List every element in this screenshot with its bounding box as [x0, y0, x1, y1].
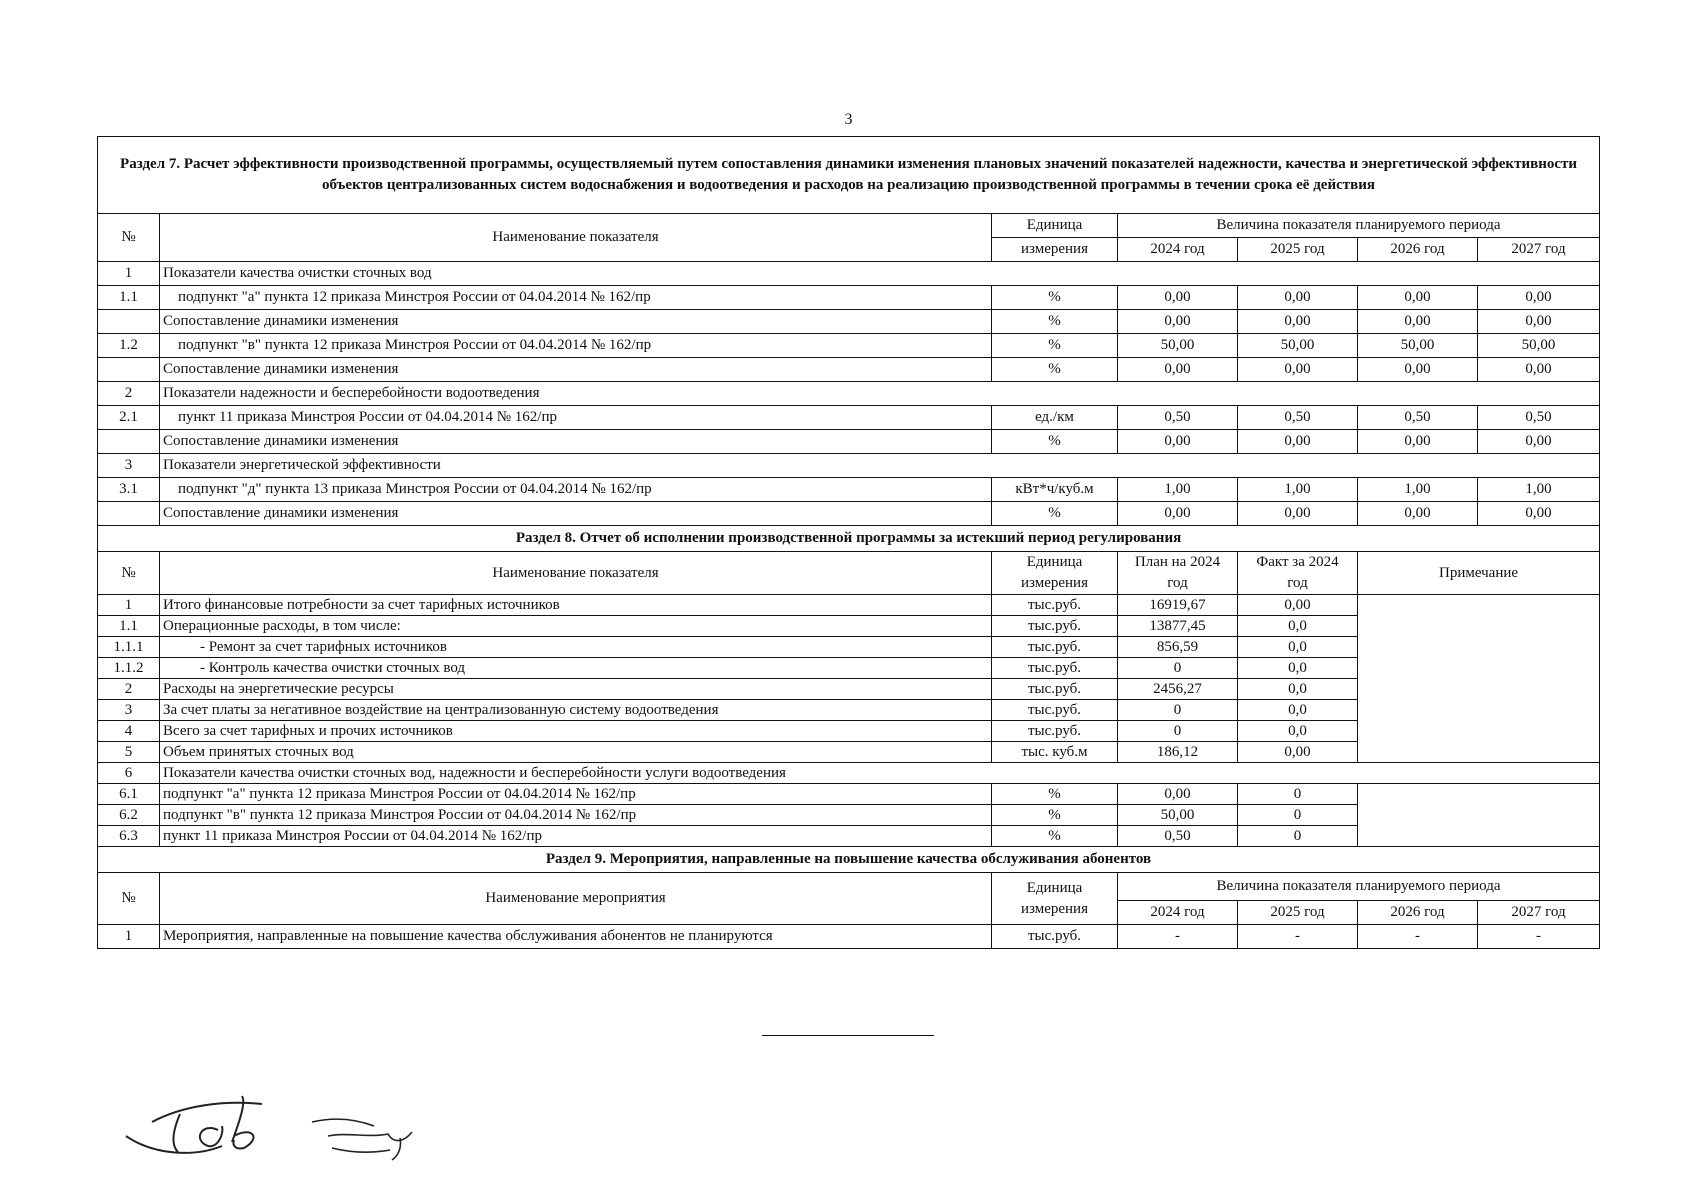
row-num: 6	[98, 763, 160, 784]
row-num: 6.2	[98, 805, 160, 826]
section8-row	[98, 805, 1600, 826]
unit: %	[992, 826, 1118, 847]
section7-row	[98, 406, 1600, 430]
section8-row	[98, 742, 1600, 763]
note-cell	[1358, 742, 1600, 763]
value: 0,00	[1238, 430, 1358, 454]
section8-row	[98, 826, 1600, 847]
col-unit-line1: Единица	[1026, 554, 1083, 570]
year-header: 2027 год	[1478, 901, 1600, 925]
col-unit-line2: измерения	[1020, 900, 1088, 917]
year-header: 2025 год	[1238, 238, 1358, 262]
group-name: Показатели качества очистки сточных вод	[160, 262, 1600, 286]
section8-row	[98, 595, 1600, 616]
value: 0,00	[1118, 358, 1238, 382]
fact-value: 0,00	[1238, 595, 1358, 616]
unit: %	[992, 805, 1118, 826]
value: -	[1118, 925, 1238, 949]
plan-value: 50,00	[1118, 805, 1238, 826]
note-cell	[1358, 784, 1600, 805]
unit: %	[992, 784, 1118, 805]
value: 0,00	[1238, 286, 1358, 310]
unit: ед./км	[992, 406, 1118, 430]
plan-value: 2456,27	[1118, 679, 1238, 700]
indicator-name: пункт 11 приказа Минстроя России от 04.04.2014 № 162/пр	[160, 826, 992, 847]
col-unit	[992, 873, 1118, 925]
value: -	[1358, 925, 1478, 949]
col-value: Величина показателя планируемого периода	[1118, 214, 1600, 238]
measure-name: Мероприятия, направленные на повышение качества обслуживания абонентов не планируются	[160, 925, 992, 949]
unit: кВт*ч/куб.м	[992, 478, 1118, 502]
row-num: 5	[98, 742, 160, 763]
value: 0,00	[1358, 310, 1478, 334]
value: 0,00	[1358, 286, 1478, 310]
row-num: 2	[98, 679, 160, 700]
unit: тыс.руб.	[992, 595, 1118, 616]
section7-title-row	[98, 137, 1600, 214]
unit: тыс. куб.м	[992, 742, 1118, 763]
value: 0,00	[1118, 310, 1238, 334]
plan-value: 186,12	[1118, 742, 1238, 763]
unit: %	[992, 334, 1118, 358]
indicator-name: подпункт "а" пункта 12 приказа Минстроя России от 04.04.2014 № 162/пр	[160, 784, 992, 805]
note-cell	[1358, 679, 1600, 700]
indicator-name: Сопоставление динамики изменения	[160, 310, 992, 334]
row-num: 1.1.2	[98, 658, 160, 679]
col-value: Величина показателя планируемого периода	[1118, 873, 1600, 901]
unit: %	[992, 358, 1118, 382]
section9-header-row-1	[98, 873, 1600, 901]
indicator-name: подпункт "в" пункта 12 приказа Минстроя России от 04.04.2014 № 162/пр	[160, 334, 992, 358]
row-num: 1.1	[98, 286, 160, 310]
value: 0,00	[1478, 358, 1600, 382]
fact-value: 0,0	[1238, 637, 1358, 658]
section8-row	[98, 784, 1600, 805]
unit: тыс.руб.	[992, 637, 1118, 658]
row-num: 3.1	[98, 478, 160, 502]
plan-value: 0,50	[1118, 826, 1238, 847]
note-cell	[1358, 700, 1600, 721]
row-num: 1	[98, 262, 160, 286]
section8-title-row	[98, 526, 1600, 552]
value: 0,50	[1118, 406, 1238, 430]
group-name: Показатели надежности и бесперебойности водоотведения	[160, 382, 1600, 406]
year-header: 2026 год	[1358, 238, 1478, 262]
unit: тыс.руб.	[992, 616, 1118, 637]
note-cell	[1358, 637, 1600, 658]
signature-second	[308, 1108, 428, 1168]
section8-row	[98, 721, 1600, 742]
value: 0,00	[1478, 430, 1600, 454]
indicator-name: Объем принятых сточных вод	[160, 742, 992, 763]
value: 0,00	[1118, 430, 1238, 454]
note-cell	[1358, 826, 1600, 847]
section7-row	[98, 262, 1600, 286]
col-unit	[992, 552, 1118, 595]
section7-header-row-1	[98, 214, 1600, 238]
col-fact-line1: Факт за 2024	[1256, 554, 1339, 570]
unit: %	[992, 310, 1118, 334]
indicator-name: Сопоставление динамики изменения	[160, 502, 992, 526]
plan-value: 856,59	[1118, 637, 1238, 658]
unit: %	[992, 286, 1118, 310]
section7-row	[98, 334, 1600, 358]
indicator-name: Всего за счет тарифных и прочих источников	[160, 721, 992, 742]
note-cell	[1358, 616, 1600, 637]
note-cell	[1358, 805, 1600, 826]
section9-title: Раздел 9. Мероприятия, направленные на повышение качества обслуживания абонентов	[98, 847, 1600, 873]
row-num: 6.3	[98, 826, 160, 847]
row-num: 3	[98, 454, 160, 478]
unit: тыс.руб.	[992, 679, 1118, 700]
col-fact-line2: год	[1287, 575, 1308, 591]
value: -	[1238, 925, 1358, 949]
value: 0,00	[1238, 358, 1358, 382]
unit: тыс.руб.	[992, 700, 1118, 721]
indicator-name: Итого финансовые потребности за счет тарифных источников	[160, 595, 992, 616]
col-num: №	[98, 552, 160, 595]
value: 50,00	[1478, 334, 1600, 358]
row-num: 1	[98, 595, 160, 616]
value: 0,00	[1478, 310, 1600, 334]
row-num: 1	[98, 925, 160, 949]
fact-value: 0	[1238, 826, 1358, 847]
row-num	[98, 430, 160, 454]
separator-line	[762, 1035, 934, 1036]
year-header: 2027 год	[1478, 238, 1600, 262]
value: 0,00	[1478, 286, 1600, 310]
indicator-name: подпункт "в" пункта 12 приказа Минстроя России от 04.04.2014 № 162/пр	[160, 805, 992, 826]
row-num: 1.1.1	[98, 637, 160, 658]
report-table	[97, 136, 1600, 949]
section8-row	[98, 679, 1600, 700]
value: 0,00	[1358, 358, 1478, 382]
note-cell	[1358, 658, 1600, 679]
value: 0,00	[1118, 502, 1238, 526]
row-num: 6.1	[98, 784, 160, 805]
plan-value: 0	[1118, 700, 1238, 721]
col-name: Наименование показателя	[160, 214, 992, 262]
indicator-name: Расходы на энергетические ресурсы	[160, 679, 992, 700]
value: 50,00	[1238, 334, 1358, 358]
value: 0,00	[1238, 310, 1358, 334]
year-header: 2026 год	[1358, 901, 1478, 925]
fact-value: 0	[1238, 805, 1358, 826]
row-num	[98, 358, 160, 382]
section7-row	[98, 382, 1600, 406]
section9-row	[98, 925, 1600, 949]
section7-row	[98, 286, 1600, 310]
note-cell	[1358, 595, 1600, 616]
section8-header-row	[98, 552, 1600, 595]
section8-row	[98, 616, 1600, 637]
value: 0,50	[1478, 406, 1600, 430]
value: 1,00	[1118, 478, 1238, 502]
section7-row	[98, 502, 1600, 526]
signature-tab	[122, 1092, 282, 1162]
col-plan-line1: План на 2024	[1134, 554, 1221, 570]
indicator-name: подпункт "а" пункта 12 приказа Минстроя России от 04.04.2014 № 162/пр	[160, 286, 992, 310]
section7-row	[98, 454, 1600, 478]
indicator-name: - Контроль качества очистки сточных вод	[160, 658, 992, 679]
unit: тыс.руб.	[992, 658, 1118, 679]
section8-title: Раздел 8. Отчет об исполнении производственной программы за истекший период регулирования	[98, 526, 1600, 552]
value: 0,00	[1118, 286, 1238, 310]
row-num: 4	[98, 721, 160, 742]
value: 0,00	[1478, 502, 1600, 526]
indicator-name: Операционные расходы, в том числе:	[160, 616, 992, 637]
plan-value: 0,00	[1118, 784, 1238, 805]
indicator-name: Сопоставление динамики изменения	[160, 358, 992, 382]
value: 0,00	[1358, 430, 1478, 454]
section8-row	[98, 637, 1600, 658]
col-fact	[1238, 552, 1358, 595]
year-header: 2024 год	[1118, 238, 1238, 262]
row-num	[98, 310, 160, 334]
value: 50,00	[1118, 334, 1238, 358]
plan-value: 16919,67	[1118, 595, 1238, 616]
fact-value: 0,0	[1238, 658, 1358, 679]
col-plan	[1118, 552, 1238, 595]
unit: %	[992, 502, 1118, 526]
value: 1,00	[1478, 478, 1600, 502]
indicator-name: - Ремонт за счет тарифных источников	[160, 637, 992, 658]
section8-row	[98, 658, 1600, 679]
fact-value: 0	[1238, 784, 1358, 805]
value: 0,50	[1358, 406, 1478, 430]
col-name: Наименование мероприятия	[160, 873, 992, 925]
indicator-name: Сопоставление динамики изменения	[160, 430, 992, 454]
value: 0,50	[1238, 406, 1358, 430]
note-cell	[1358, 721, 1600, 742]
col-num: №	[98, 214, 160, 262]
section9-title-row	[98, 847, 1600, 873]
row-num: 1.2	[98, 334, 160, 358]
fact-value: 0,00	[1238, 742, 1358, 763]
year-header: 2025 год	[1238, 901, 1358, 925]
fact-value: 0,0	[1238, 616, 1358, 637]
row-num: 2	[98, 382, 160, 406]
plan-value: 13877,45	[1118, 616, 1238, 637]
value: 1,00	[1358, 478, 1478, 502]
value: -	[1478, 925, 1600, 949]
indicator-name: За счет платы за негативное воздействие на централизованную систему водоотведения	[160, 700, 992, 721]
section7-row	[98, 430, 1600, 454]
row-num: 3	[98, 700, 160, 721]
plan-value: 0	[1118, 721, 1238, 742]
fact-value: 0,0	[1238, 679, 1358, 700]
section7-title: Раздел 7. Расчет эффективности производственной программы, осуществляемый путем сопоставления динамики изменения плановых значений показателей надежности, качества и энергетической эффективности объектов централизованных систем водоснабжения и водоотведения и расходов на реализацию производственной программы в течении срока её действия	[98, 137, 1600, 214]
value: 0,00	[1238, 502, 1358, 526]
col-plan-line2: год	[1167, 575, 1188, 591]
unit: тыс.руб.	[992, 721, 1118, 742]
value: 50,00	[1358, 334, 1478, 358]
col-num: №	[98, 873, 160, 925]
row-num	[98, 502, 160, 526]
fact-value: 0,0	[1238, 721, 1358, 742]
indicator-name: Показатели качества очистки сточных вод, надежности и бесперебойности услуги водоотведения	[160, 763, 1600, 784]
col-unit: Единица	[992, 214, 1118, 238]
section7-row	[98, 478, 1600, 502]
section8-row	[98, 700, 1600, 721]
page-number: 3	[844, 111, 853, 128]
section7-row	[98, 310, 1600, 334]
indicator-name: пункт 11 приказа Минстроя России от 04.04.2014 № 162/пр	[160, 406, 992, 430]
col-unit: измерения	[992, 238, 1118, 262]
indicator-name: подпункт "д" пункта 13 приказа Минстроя России от 04.04.2014 № 162/пр	[160, 478, 992, 502]
fact-value: 0,0	[1238, 700, 1358, 721]
row-num: 1.1	[98, 616, 160, 637]
col-note: Примечание	[1358, 552, 1600, 595]
row-num: 2.1	[98, 406, 160, 430]
col-name: Наименование показателя	[160, 552, 992, 595]
group-name: Показатели энергетической эффективности	[160, 454, 1600, 478]
unit: %	[992, 430, 1118, 454]
section7-row	[98, 358, 1600, 382]
plan-value: 0	[1118, 658, 1238, 679]
year-header: 2024 год	[1118, 901, 1238, 925]
section8-row	[98, 763, 1600, 784]
value: 0,00	[1358, 502, 1478, 526]
col-unit-line1: Единица	[1026, 879, 1083, 896]
unit: тыс.руб.	[992, 925, 1118, 949]
value: 1,00	[1238, 478, 1358, 502]
col-unit-line2: измерения	[1020, 575, 1088, 591]
